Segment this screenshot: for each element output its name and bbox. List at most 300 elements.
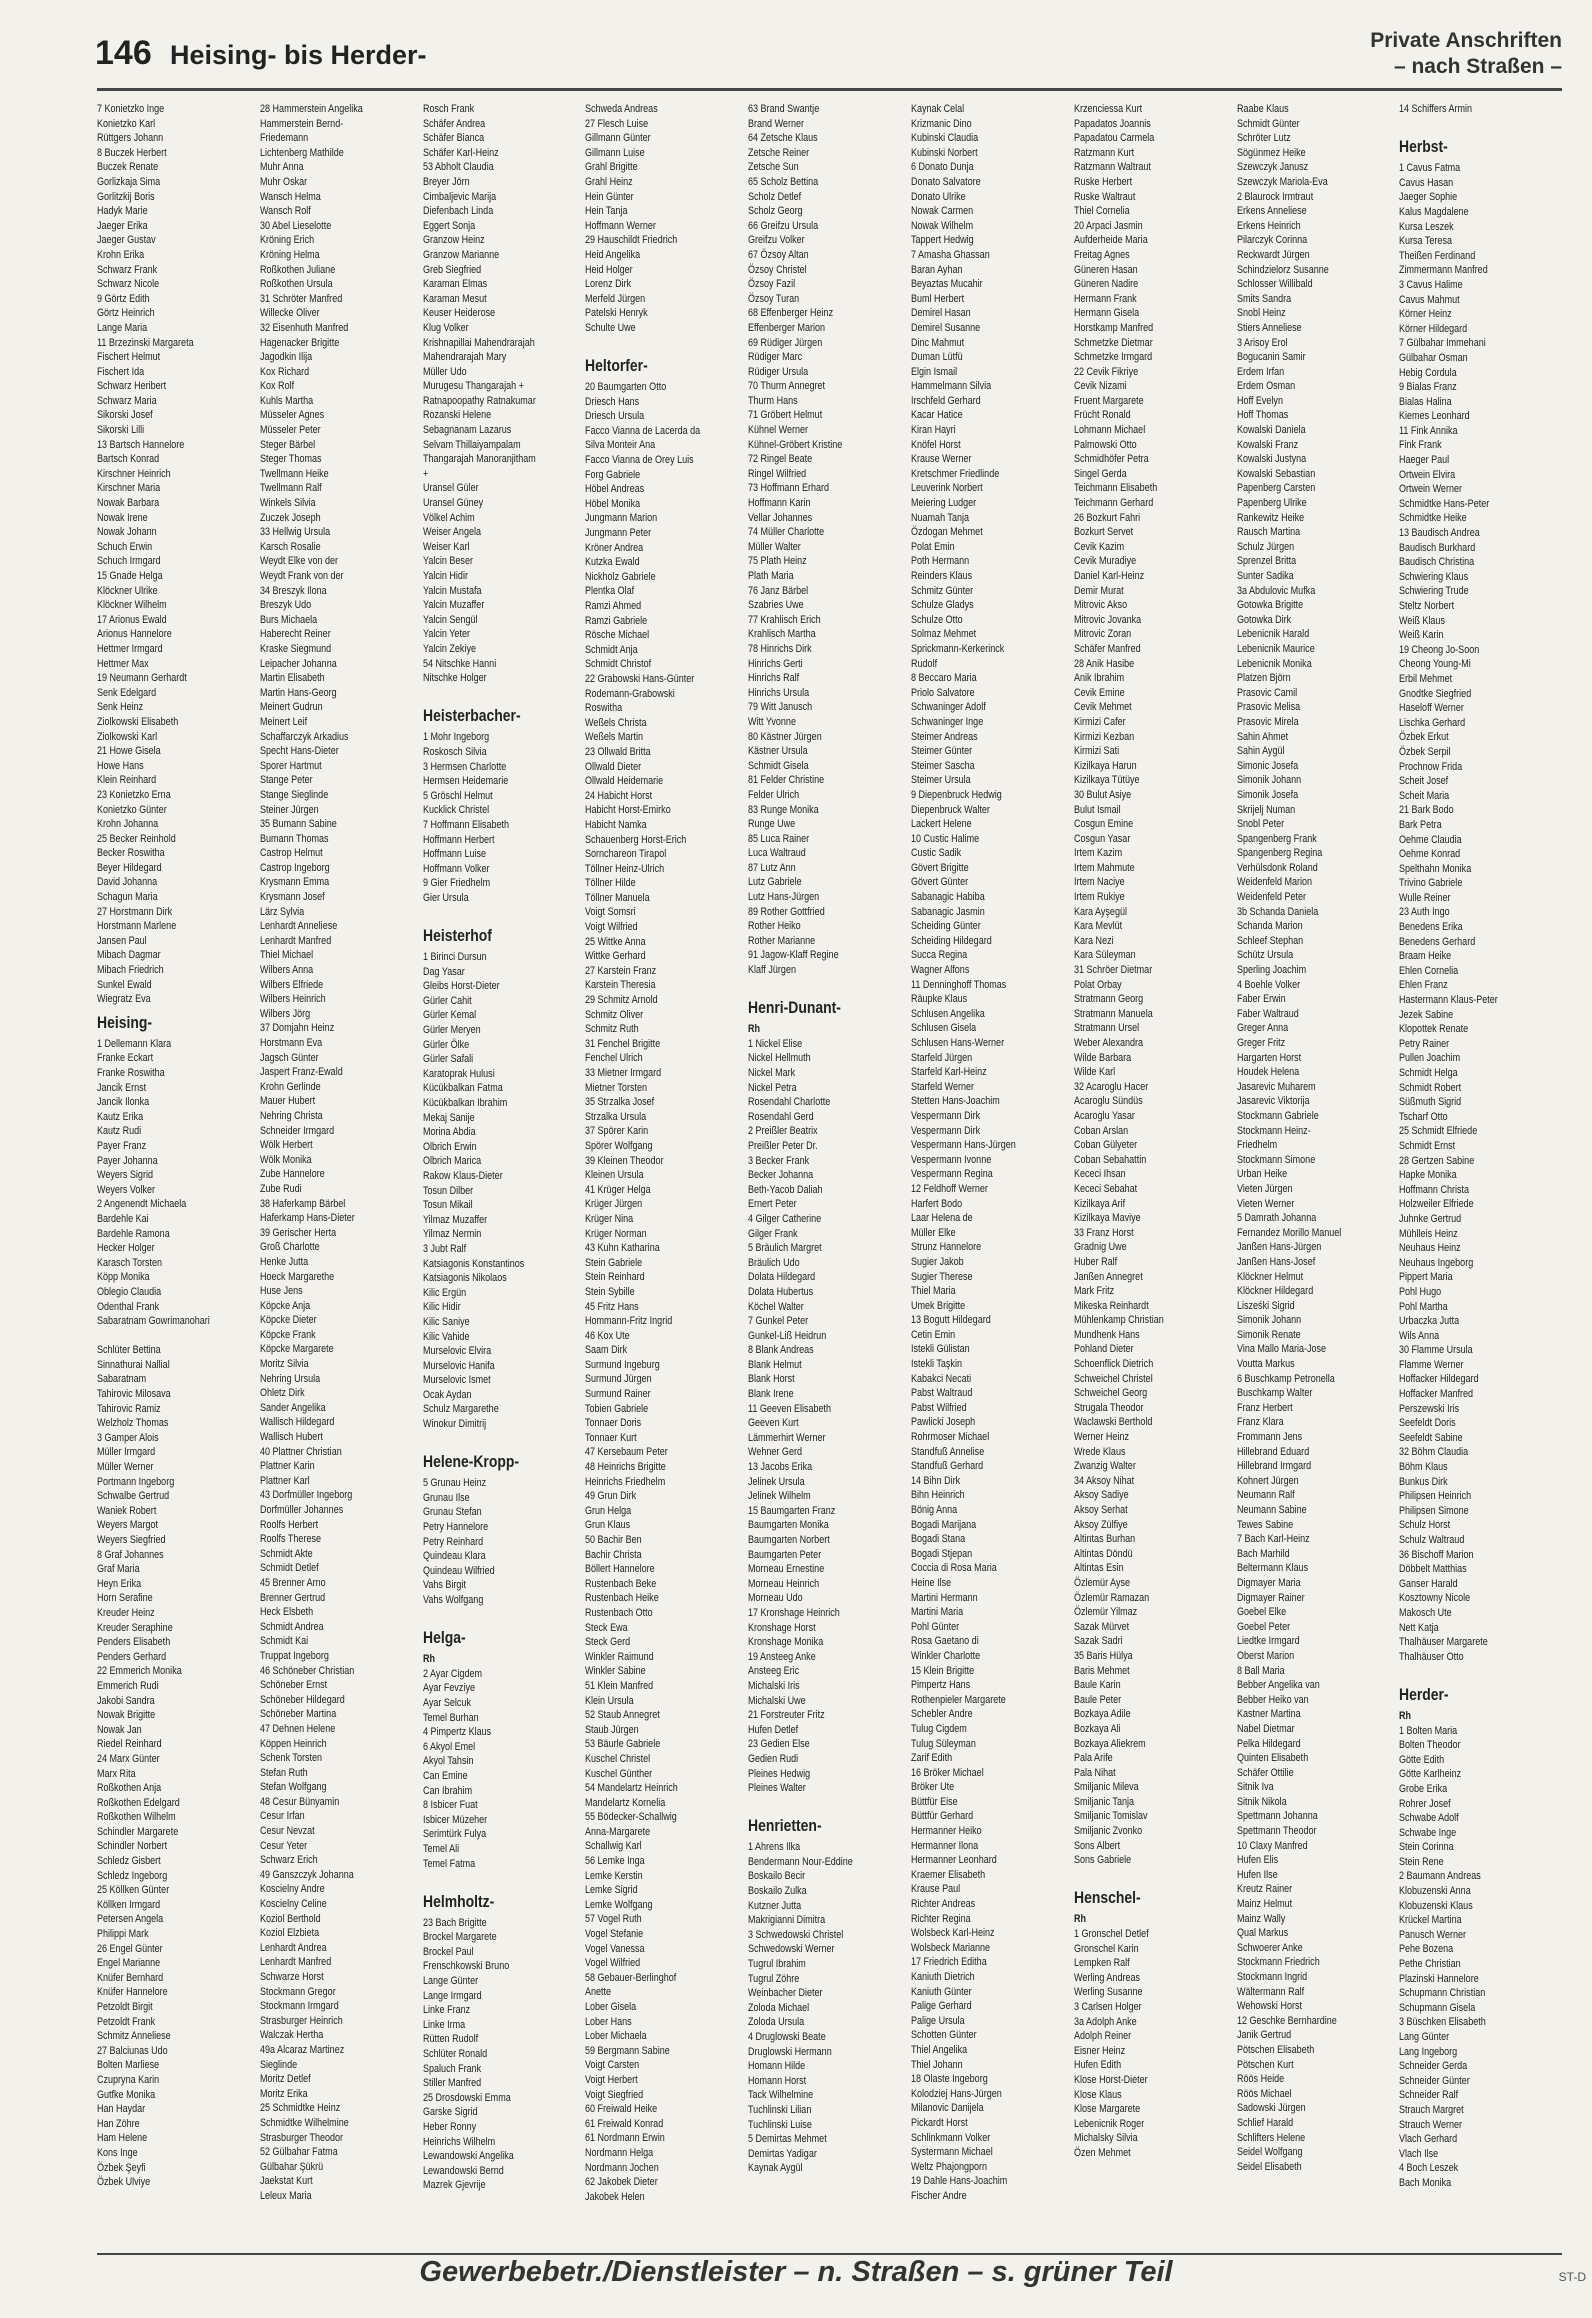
directory-entry: Schütz Ursula [1236,949,1293,962]
directory-entry: Kizilkaya Maviye [1073,1212,1141,1225]
directory-entry: Jelinek Ursula [748,1475,805,1488]
directory-entry: Kaniuth Dietrich [910,1971,975,1983]
directory-entry: Steimer Günter [910,745,973,758]
directory-entry [1074,1868,1207,1883]
directory-entry: Demirtas Yadigar [748,2147,818,2160]
directory-entry: Oehme Konrad [1399,848,1461,861]
directory-entry: Buczek Renate [97,161,159,174]
directory-entry: Bark Petra [1399,818,1442,831]
directory-entry: Lempken Ralf [1073,1957,1130,1970]
directory-entry: Flamme Werner [1399,1358,1464,1371]
directory-entry: Vina Mallo Maria-Jose [1236,1343,1326,1356]
directory-entry: Wansch Helma [259,190,321,203]
directory-entry: Schwabe Adolf [1399,1812,1460,1825]
directory-entry: Nehring Ursula [259,1372,320,1385]
directory-entry: Franz Klara [1236,1416,1284,1429]
directory-entry: Silva Monteir Ana [585,439,656,452]
directory-entry: Grahl Heinz [585,175,634,188]
directory-entry: Strzalka Ursula [585,1110,647,1123]
directory-entry: Pötschen Kurt [1236,2058,1294,2071]
directory-entry: Schulz Margarethe [422,1403,499,1416]
directory-entry: 60 Freiwald Heike [585,2103,658,2116]
directory-entry: Gürler Cahit [422,994,472,1007]
directory-entry: Vlach Ilse [1399,2147,1439,2160]
directory-entry: Pala Nihat [1073,1766,1116,1779]
directory-entry: Panusch Werner [1399,1928,1467,1941]
directory-entry: Hinrichs Gerti [748,657,803,670]
directory-entry: Rosendahl Charlotte [748,1096,831,1109]
directory-entry: Schulte Uwe [585,321,637,334]
directory-entry: + [422,467,428,480]
directory-entry: 21 Howe Gisela [97,745,161,758]
directory-entry: Rüttgers Johann [97,132,164,145]
directory-entry: Schlifters Helene [1236,2131,1305,2144]
directory-entry: Habicht Horst-Emirko [585,804,672,817]
directory-entry: Effenberger Marion [748,321,826,334]
directory-entry: Cevik Nizami [1073,380,1127,393]
directory-entry: Twellmann Heike [259,467,329,480]
directory-entry: Bolten Theodor [1399,1739,1461,1752]
directory-entry: 28 Anik Hasibe [1073,657,1134,670]
directory-entry: Driesch Hans [585,395,640,408]
directory-entry: Daniel Karl-Heinz [1073,570,1144,582]
directory-entry: Karsch Rosalie [259,540,321,553]
directory-entry: Prasovic Mirela [1236,715,1299,728]
directory-entry: Morneau Heinrich [748,1577,820,1590]
directory-entry: 11 Brzezinski Margareta [97,336,194,349]
directory-entry: Krohn Johanna [97,818,159,831]
directory-entry: Vieten Werner [1236,1197,1294,1210]
directory-entry: Kowalski Justyna [1236,453,1306,466]
directory-entry: 43 Kuhn Katharina [585,1242,661,1255]
directory-entry: Meiering Ludger [910,497,977,510]
directory-entry: Donato Ulrike [910,190,966,203]
directory-entry: Heinrichs Friedhelm [585,1475,666,1488]
directory-entry: Petry Hannelore [422,1521,488,1534]
street-heading: Helene-Kropp- [422,1452,519,1472]
directory-entry: Sabaratnam [97,1373,147,1386]
directory-entry: Rustenbach Otto [585,1606,654,1619]
directory-entry: Schwarz Heribert [97,380,167,393]
directory-entry: 13 Baudisch Andrea [1399,527,1481,540]
directory-entry: Simonic Josefa [1236,759,1298,772]
directory-entry: Martin Hans-Georg [259,686,337,699]
directory-entry: Schauenberg Horst-Erich [585,833,687,846]
directory-entry: Karaman Mesut [422,292,487,305]
directory-entry: Krüger Norman [585,1227,648,1240]
directory-entry: Baris Mehmet [1073,1664,1130,1677]
directory-entry: Gorlizkaja Sima [97,175,161,188]
directory-entry: Baudisch Christina [1399,556,1475,569]
directory-entry: Wilde Karl [1073,1066,1115,1079]
directory-entry: Klöckner Helmut [1236,1270,1303,1283]
directory-entry: 11 Fink Annika [1399,424,1458,437]
directory-entry: 31 Schröer Dietmar [1073,964,1152,977]
directory-entry: Prasovic Melisa [1236,701,1300,714]
directory-entry: 32 Böhm Claudia [1399,1446,1469,1459]
directory-entry: Brand Werner [748,117,805,130]
directory-entry: 3a Adolph Anke [1073,2015,1137,2028]
directory-entry: Rozanski Helene [422,409,491,422]
directory-entry: Holzweiler Elfriede [1399,1198,1475,1211]
directory-entry: 3a Abdulovic Mufka [1236,584,1315,597]
directory-entry: Winkler Raimund [585,1650,655,1663]
directory-entry: Baumgarten Monika [748,1519,829,1532]
directory-entry: Witt Yvonne [748,715,797,728]
directory-entry: Simonik Renate [1236,1328,1301,1341]
directory-entry: Pabst Wilfried [910,1401,967,1414]
directory-entry: Tosun Mikail [422,1199,473,1212]
directory-entry: Voigt Herbert [585,2073,639,2086]
directory-entry: 24 Marx Günter [97,1752,160,1765]
directory-entry: Nowak Wilhelm [910,219,974,232]
directory-entry: Hein Günter [585,190,635,203]
directory-entry: Steck Gerd [585,1636,631,1649]
directory-entry: Baule Karin [1073,1679,1121,1692]
directory-entry: Diepenbruck Walter [910,803,990,816]
directory-entry: Schöneber Martina [259,1708,337,1721]
directory-entry: Tugrul Ibrahim [748,1958,807,1971]
directory-entry: Mainz Wally [1236,1912,1285,1925]
directory-entry: 9 Diepenbruck Hedwig [910,788,1002,801]
directory-entry: Strauch Werner [1399,2118,1463,2131]
directory-entry: Thalhäuser Margarete [1399,1636,1489,1649]
directory-entry: Kucklick Christel [422,804,489,817]
directory-entry: Trivino Gabriele [1399,877,1463,890]
directory-entry: Rosch Frank [422,103,474,115]
directory-entry: 12 Geschke Bernhardine [1236,2014,1337,2027]
directory-entry: Heine Ilse [910,1576,952,1589]
directory-entry: Papadatos Joannis [1073,117,1151,130]
directory-entry: 65 Scholz Bettina [748,175,819,188]
directory-entry: Sons Gabriele [1073,1854,1131,1867]
directory-entry: 89 Rother Gottfried [748,905,825,918]
directory-entry: Gronschel Karin [1073,1942,1139,1955]
directory-entry: Skrijelj Numan [1236,803,1295,816]
directory-entry: 19 Cheong Jo-Soon [1399,643,1480,656]
directory-entry: 2 Ayar Cigdem [422,1667,482,1680]
directory-entry: Steimer Andreas [910,730,978,743]
directory-entry: 40 Plattner Christian [259,1445,342,1458]
directory-entry: Jasarevic Muharem [1236,1080,1316,1093]
directory-entry: Keuser Heiderose [422,307,495,320]
directory-entry: Mundhenk Hans [1073,1328,1140,1341]
directory-entry: Jancik Ilonka [97,1096,150,1109]
directory-entry: Schwarz Nicole [97,278,160,291]
directory-entry: 46 Kox Ute [585,1329,631,1342]
street-heading: Heising- [97,1012,152,1032]
directory-entry: 10 Custic Halime [910,832,980,845]
directory-entry: Altintas Döndü [1073,1547,1133,1560]
directory-entry: 26 Bozkurt Fahri [1073,511,1140,524]
directory-entry: Pawlicki Joseph [910,1416,976,1429]
directory-entry: 29 Hauschildt Friedrich [585,234,678,247]
directory-entry: 27 Horstmann Dirk [97,905,173,918]
directory-entry: Schmidt Andrea [259,1620,324,1633]
directory-entry: 38 Haferkamp Bärbel [259,1197,346,1210]
directory-entry: Thiel Maria [910,1285,956,1298]
directory-entry: 39 Gerischer Herta [259,1226,337,1239]
directory-entry: Karstein Theresia [585,979,656,992]
directory-entry: Thiel Johann [910,2058,963,2071]
directory-entry: Kilic Hidir [422,1301,461,1314]
directory-entry: 6 Buschkamp Petronella [1236,1372,1335,1385]
directory-entry: Morneau Ernestine [748,1563,825,1576]
directory-entry: Jagodkin Ilija [259,351,312,364]
directory-entry: Becker Johanna [748,1169,814,1182]
directory-entry: Schanda Marion [1236,920,1303,933]
directory-entry: Selvam Thillaiyampalam [422,438,521,451]
directory-entry: Weiß Klaus [1399,614,1446,627]
directory-entry: Stange Sieglinde [259,788,329,801]
directory-entry: Sugier Jakob [910,1255,964,1268]
directory-entry: Breszyk Udo [259,599,311,612]
directory-entry: Standfuß Gerhard [910,1460,984,1473]
directory-entry: Mekaj Sanije [422,1111,475,1124]
directory-entry: Wilbers Heinrich [259,993,326,1006]
directory-entry: Horstmann Eva [259,1037,322,1049]
directory-entry: 7 Bach Karl-Heinz [1236,1533,1310,1546]
directory-entry: Köpcke Dieter [259,1314,317,1327]
directory-entry: Götte Karlheinz [1399,1768,1462,1781]
directory-entry: Haeger Paul [1399,454,1450,467]
directory-entry: Simonik Johann [1236,774,1301,787]
directory-entry: Özbek Serpil [1399,745,1452,758]
directory-entry: 64 Zetsche Klaus [748,132,818,145]
directory-entry: Blank Helmut [748,1358,802,1371]
directory-entry: Hermsen Heidemarie [422,775,508,788]
directory-entry: Klose Margarete [1073,2103,1140,2116]
directory-entry: Köpcke Margarete [259,1343,334,1356]
directory-entry: Moritz Silvia [259,1358,309,1371]
directory-entry: Bogadi Marijana [910,1518,977,1531]
directory-entry: Lorenz Dirk [585,278,632,291]
directory-entry: 3 Becker Frank [748,1154,810,1167]
directory-entry: 52 Staub Annegret [585,1709,661,1722]
directory-entry: Kilic Ergün [422,1286,466,1299]
directory-entry: Rausch Martina [1236,526,1300,539]
directory-entry: 5 Damrath Johanna [1236,1212,1316,1225]
directory-entry: Müller Elke [910,1226,956,1239]
directory-entry: Zuczek Joseph [259,511,321,524]
directory-entry: Schlüter Bettina [97,1344,161,1357]
directory-entry: 69 Rüdiger Jürgen [748,336,823,349]
directory-entry: Pullen Joachim [1399,1052,1461,1065]
directory-entry: Bröker Ute [910,1781,955,1794]
directory-entry: Schulz Waltraud [1399,1534,1465,1546]
directory-entry: Oberst Marion [1236,1649,1294,1662]
directory-entry: Palige Gerhard [910,2000,972,2013]
directory-entry: Jakobek Helen [585,2190,646,2202]
directory-entry: Bihn Heinrich [910,1489,965,1502]
directory-entry: Pickardt Horst [910,2116,968,2129]
directory-entry [423,1871,556,1886]
directory-entry: Stein Sybille [585,1285,636,1298]
directory-entry: Tahirovic Ramiz [97,1402,161,1415]
directory-entry: 56 Lemke Inga [585,1855,646,1868]
directory-entry: Preißler Peter Dr. [748,1139,818,1152]
directory-entry: 3 Gamper Alois [97,1431,159,1444]
directory-entry: Ernert Peter [748,1198,797,1211]
directory-entry: Tugrul Zöhre [748,1972,800,1985]
directory-entry: Vespermann Ivonne [910,1153,992,1166]
directory-entry: Schneider Günter [1399,2074,1471,2087]
directory-entry: 1 Mohr Ingeborg [422,731,489,744]
directory-entry: Schweichel Georg [1073,1387,1147,1400]
directory-entry: Köppen Heinrich [259,1737,327,1750]
street-subheading: Rh [748,1023,761,1036]
directory-entry: Hoff Evelyn [1236,394,1283,407]
directory-entry: Schmitz Ruth [585,1023,640,1036]
directory-entry: Ollwald Dieter [585,760,642,773]
directory-entry: Gürler Ölke [422,1038,469,1051]
directory-entry: Temel Fatma [422,1857,475,1870]
directory-entry: Zube Rudi [259,1182,302,1195]
directory-entry: Räupke Klaus [910,993,968,1006]
directory-entry: Systermann Michael [910,2146,993,2159]
directory-entry: Schledz Gisbert [97,1855,161,1868]
directory-entry: Pala Arife [1073,1752,1113,1765]
directory-entry: Karasch Torsten [97,1256,163,1269]
directory-entry: 34 Breszyk Ilona [259,584,327,597]
directory-entry: Kaynak Celal [910,103,965,115]
directory-entry: Nowak Jan [97,1723,142,1736]
directory-entry: Laar Helena de [910,1212,973,1225]
directory-entry: Schaffarczyk Arkadius [259,730,349,743]
directory-entry: 20 Baumgarten Otto [585,381,667,394]
directory-entry: Krüger Nina [585,1212,634,1225]
directory-entry: Philippi Mark [97,1928,149,1941]
directory-entry: Zetsche Reiner [748,146,810,159]
directory-entry: Vogel Wilfried [585,1957,641,1970]
directory-entry: Yalcin Sengül [422,613,478,626]
directory-entry: Hufen Ilse [1236,1868,1278,1881]
directory-entry: Wilbers Elfriede [259,978,323,991]
directory-entry: Cesur Nevzat [259,1825,315,1838]
directory-entry: Kececi Sebahat [1073,1182,1137,1195]
directory-entry: 22 Emmerich Monika [97,1665,182,1678]
directory-entry: 81 Felder Christine [748,774,825,787]
directory-entry: Boskailo Becir [748,1870,806,1883]
directory-entry: 3 Büschken Elisabeth [1399,2016,1487,2029]
directory-entry: Murselovic Hanifa [422,1359,495,1372]
directory-entry: Klöckner Wilhelm [97,599,167,612]
directory-entry: 10 Claxy Manfred [1236,1839,1308,1852]
directory-entry: Staub Jürgen [585,1723,640,1736]
directory-entry: Krahlisch Martha [748,628,816,641]
directory-entry: Lämmerhirt Werner [748,1431,826,1444]
directory-entry: 9 Görtz Edith [97,292,150,305]
directory-entry: Luca Waltraud [748,847,807,860]
directory-entry: Kuhls Martha [259,394,313,407]
directory-entry: Scheiding Günter [910,920,981,933]
directory-entry: Reckwardt Jürgen [1236,248,1310,261]
directory-entry: 33 Mietner Irmgard [585,1067,662,1079]
directory-entry: 57 Vogel Ruth [585,1913,643,1926]
directory-entry: Buschkamp Walter [1236,1387,1312,1400]
directory-entry: Konietzko Karl [97,117,156,130]
directory-entry: 21 Bark Bodo [1399,804,1455,817]
directory-entry: Petzoldt Frank [97,2015,156,2028]
directory-entry: Süßmuth Sigrid [1399,1096,1462,1109]
directory-entry: Forg Gabriele [585,468,641,481]
directory-entry: Coccia di Rosa Maria [910,1562,997,1575]
directory-entry: Schupmann Gisela [1399,2001,1476,2014]
directory-entry: Yalcin Beser [422,555,473,568]
directory-entry: Vespermann Regina [910,1168,993,1181]
directory-entry: Mühlenkamp Christian [1073,1314,1164,1327]
directory-entry: Kraemer Elisabeth [910,1868,986,1881]
directory-entry: Tosun Dilber [422,1184,473,1197]
directory-entry: Serimtürk Fulya [422,1828,486,1841]
directory-entry: Patelski Henryk [585,307,649,320]
directory-entry: Kreutz Rainer [1236,1883,1292,1896]
directory-entry: Leleux Maria [259,2189,312,2202]
directory-entry: Lemke Kerstin [585,1869,644,1882]
directory-entry: Knüfer Bernhard [97,1971,164,1984]
directory-entry: Breyer Jörn [422,175,470,188]
directory-entry: Sahin Ahmet [1236,730,1288,743]
header-rule [97,88,1562,91]
directory-entry: Bumann Thomas [259,832,329,845]
directory-entry: Strunz Hannelore [910,1241,982,1254]
directory-entry: Ocak Aydan [422,1388,472,1401]
directory-entry: Rösche Michael [585,629,650,642]
directory-entry: Castrop Ingeborg [259,861,330,874]
directory-entry: Vogel Stefanie [585,1928,644,1941]
directory-entry: Michalsky Silvia [1073,2132,1138,2145]
directory-entry: Mitrovic Akso [1073,599,1127,612]
directory-entry: Singel Gerda [1073,467,1127,480]
directory-entry: Steimer Sascha [910,759,975,772]
directory-entry: 22 Grabowski Hans-Günter [585,672,695,685]
directory-entry: Schmetzke Irmgard [1073,351,1152,364]
directory-entry: Howe Hans [97,759,144,772]
directory-entry: Kirmizi Cafer [1073,715,1126,728]
directory-entry: Eggert Sonja [422,219,475,232]
directory-entry [423,905,556,920]
directory-entry: Pilarczyk Corinna [1236,234,1307,247]
directory-entry [1399,117,1532,132]
directory-entry: 13 Jacobs Erika [748,1461,813,1474]
directory-entry: Erbil Mehmet [1399,672,1453,685]
directory-entry: Szewczyk Janusz [1236,161,1308,174]
directory-entry: Kraske Siegmund [259,642,331,655]
directory-entry: Urbaczka Jutta [1399,1315,1460,1328]
directory-entry: Klein Ursula [585,1694,635,1707]
directory-entry: Weltz Phajongporn [910,2160,988,2173]
directory-entry: Teichmann Gerhard [1073,497,1154,510]
directory-entry: Petry Reinhard [422,1535,483,1548]
directory-entry: Kox Rolf [259,380,294,393]
directory-entry: Vogel Vanessa [585,1942,645,1955]
directory-entry: Scholz Detlef [748,190,802,203]
directory-entry: 27 Flesch Luise [585,117,649,130]
directory-entry: Friedhelm [1236,1139,1277,1152]
directory-entry: Han Zöhre [97,2117,140,2130]
directory-entry: Kizilkaya Tütüye [1073,774,1140,787]
directory-entry: Kücükbalkan Ibrahim [422,1097,507,1109]
directory-entry: Lutz Hans-Jürgen [748,891,820,904]
directory-entry: Engel Marianne [97,1957,161,1970]
directory-entry: Temel Ali [422,1842,459,1855]
directory-entry: 70 Thurm Annegret [748,380,826,393]
directory-entry: 35 Bumann Sabine [259,818,337,831]
directory-entry: 37 Spörer Karin [585,1125,649,1138]
directory-entry: Jakobi Sandra [97,1694,155,1707]
directory-entry: Müsseler Peter [259,424,321,437]
directory-entry: Scheit Josef [1399,775,1449,788]
